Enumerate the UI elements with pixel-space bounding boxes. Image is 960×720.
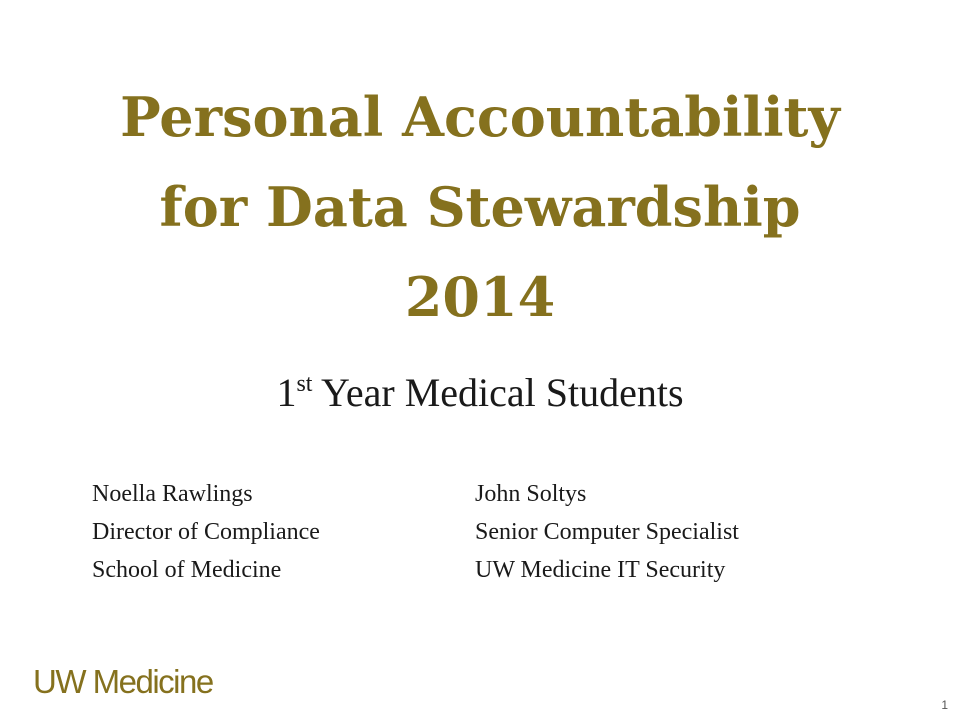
presenter-organization: UW Medicine IT Security — [475, 557, 726, 583]
presenter-role: Director of Compliance — [92, 519, 320, 545]
presenter-name: John Soltys — [475, 481, 587, 507]
subtitle-text: Year Medical Students — [312, 370, 684, 415]
title-year: 2014 — [404, 265, 556, 329]
subtitle-number: 1 — [276, 370, 297, 415]
presenter-organization: School of Medicine — [92, 557, 282, 583]
slide-title — [40, 72, 920, 342]
presenter-role: Senior Computer Specialist — [475, 519, 739, 545]
presenter-block-2 — [475, 475, 739, 589]
subtitle-ordinal-suffix: st — [296, 371, 313, 397]
presenter-name: Noella Rawlings — [92, 481, 253, 507]
uw-medicine-logo: UW Medicine — [33, 663, 213, 700]
presenter-block-1 — [92, 475, 320, 589]
title-line: for Data Stewardship — [159, 175, 801, 239]
slide-subtitle — [40, 368, 920, 418]
slide-number: 1 — [941, 698, 948, 712]
title-line: Personal Accountability — [120, 85, 840, 149]
